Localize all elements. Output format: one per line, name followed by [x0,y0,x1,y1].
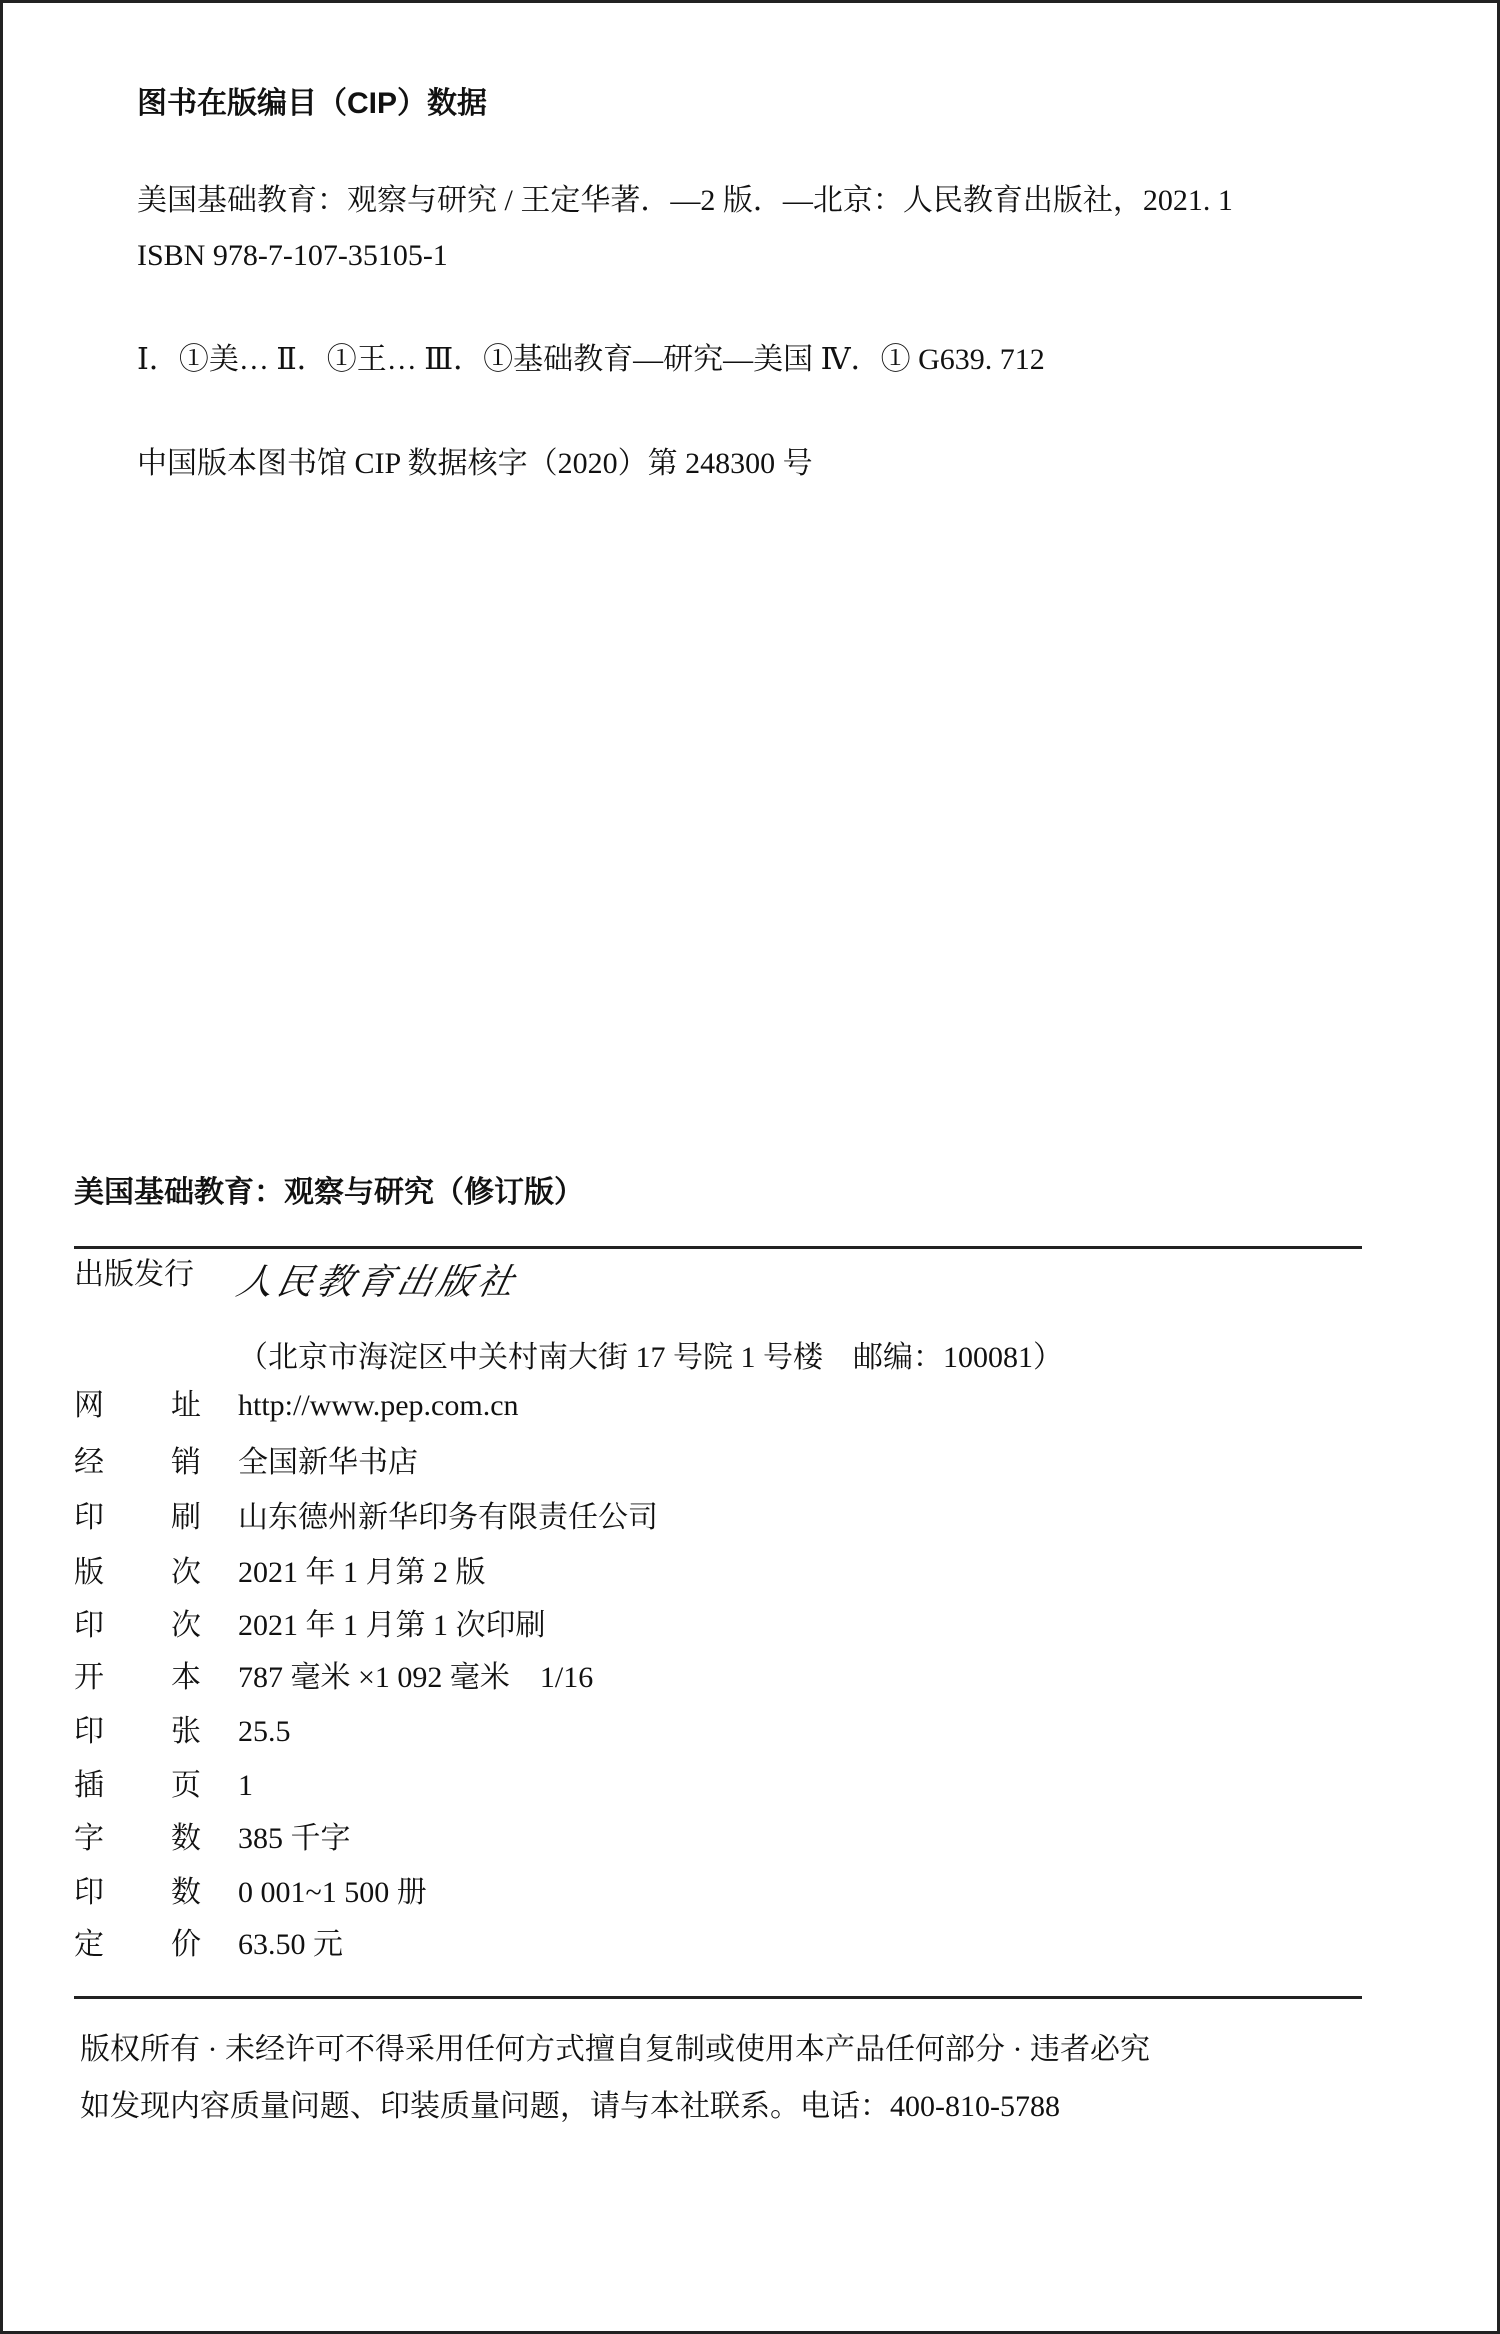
detail-label-char2: 页 [171,1769,201,1802]
detail-label-char1: 开 [74,1661,104,1694]
detail-label-char2: 次 [171,1556,201,1589]
divider-top [74,1246,1362,1249]
detail-label-char1: 版 [74,1556,104,1589]
detail-label-char1: 印 [74,1876,104,1909]
publisher-label: 出版发行 [74,1258,194,1291]
detail-value: 385 千字 [238,1822,351,1855]
detail-value: 全国新华书店 [238,1446,418,1479]
detail-value: 0 001~1 500 册 [238,1876,427,1909]
detail-value: http://www.pep.com.cn [238,1389,519,1422]
book-title: 美国基础教育：观察与研究（修订版） [74,1176,584,1209]
detail-value: 山东德州新华印务有限责任公司 [238,1501,658,1534]
detail-label-char2: 数 [171,1822,201,1855]
detail-label-char1: 字 [74,1822,104,1855]
divider-bottom [74,1996,1362,1999]
detail-label-char2: 次 [171,1609,201,1642]
cip-heading: 图书在版编目（CIP）数据 [137,87,488,120]
copyright-notice: 版权所有 · 未经许可不得采用任何方式擅自复制或使用本产品任何部分 · 违者必究 [80,2033,1150,2066]
detail-label-char1: 经 [74,1446,104,1479]
detail-label-char2: 数 [171,1876,201,1909]
detail-value: 63.50 元 [238,1928,343,1961]
classification: Ⅰ．①美… Ⅱ．①王… Ⅲ．①基础教育—研究—美国 Ⅳ．① G639. 712 [137,343,1045,376]
detail-value: 787 毫米 ×1 092 毫米 1/16 [238,1661,594,1694]
detail-label-char1: 插 [74,1769,104,1802]
isbn: ISBN 978-7-107-35105-1 [137,239,448,272]
detail-label-char1: 印 [74,1715,104,1748]
cip-record: 美国基础教育：观察与研究 / 王定华著．—2 版．—北京：人民教育出版社，2021. 1 [137,184,1233,217]
detail-label-char2: 刷 [171,1501,201,1534]
detail-value: 2021 年 1 月第 1 次印刷 [238,1609,546,1642]
publisher-logo: 人民教育出版社 [233,1262,522,1303]
publisher-address: （北京市海淀区中关村南大街 17 号院 1 号楼 邮编：100081） [238,1341,1063,1374]
cip-number: 中国版本图书馆 CIP 数据核字（2020）第 248300 号 [137,447,813,480]
detail-label-char2: 张 [171,1715,201,1748]
detail-value: 1 [238,1769,253,1802]
detail-label-char1: 印 [74,1501,104,1534]
detail-label-char2: 址 [171,1389,201,1422]
detail-label-char1: 印 [74,1609,104,1642]
detail-label-char1: 网 [74,1389,104,1422]
detail-label-char2: 价 [171,1928,201,1961]
detail-label-char1: 定 [74,1928,104,1961]
detail-value: 25.5 [238,1715,291,1748]
contact-notice: 如发现内容质量问题、印装质量问题，请与本社联系。电话：400-810-5788 [80,2090,1060,2123]
detail-label-char2: 本 [171,1661,201,1694]
detail-value: 2021 年 1 月第 2 版 [238,1556,486,1589]
detail-label-char2: 销 [171,1446,201,1479]
